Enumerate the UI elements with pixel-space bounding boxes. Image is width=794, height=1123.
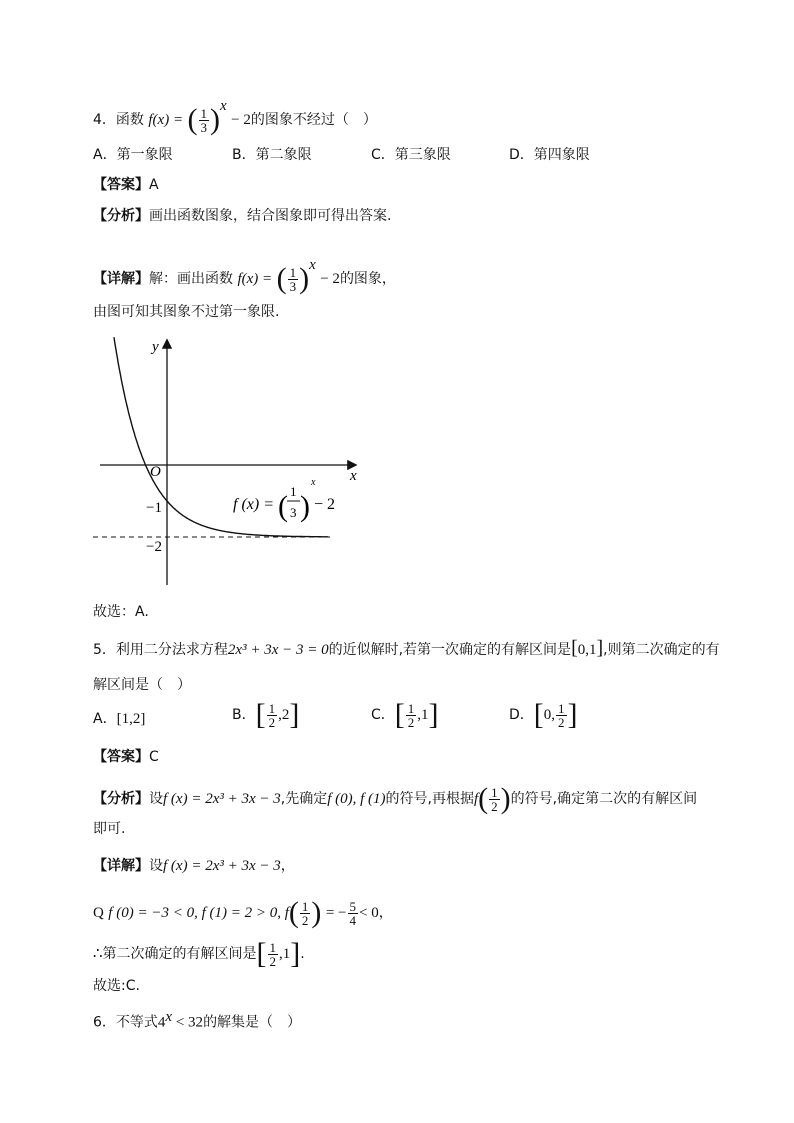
analysis-text: 画出函数图象，结合图象即可得出答案. — [149, 208, 392, 224]
q5-option-c — [371, 700, 439, 730]
opt-label: B． — [232, 707, 256, 723]
detail-post: 的图象， — [339, 271, 396, 287]
curve-label-exp: x — [311, 477, 316, 488]
curve-label-tail: − 2 — [314, 496, 336, 513]
calc-end: < 0 — [359, 905, 379, 921]
detail-pre: 设 — [149, 858, 163, 874]
half-frac — [489, 786, 500, 813]
q4-option-b: B．第二象限 — [232, 147, 312, 163]
paren-close: ) — [311, 896, 322, 929]
detail-tag: 【详解】 — [93, 858, 149, 874]
q5-option-b — [232, 700, 299, 730]
analysis-pre: 设 — [149, 791, 163, 807]
q5-choose: 故选:C. — [93, 978, 140, 994]
q4-stem — [93, 96, 377, 135]
frac-num: 1 — [289, 264, 297, 280]
frac-num: 1 — [558, 700, 565, 716]
bracket-open: [ — [394, 698, 405, 731]
origin-label: O — [150, 464, 161, 480]
frac-num: 1 — [407, 700, 415, 716]
paren-close: ) — [299, 262, 310, 295]
q5-option-d — [509, 700, 578, 730]
paren-close: ) — [500, 782, 511, 815]
answer-tag: 【答案】 — [93, 749, 149, 765]
detail-fraction — [288, 266, 299, 293]
detail-post: ， — [280, 858, 295, 874]
q4-tail: − 2 — [231, 112, 251, 128]
half-frac — [267, 702, 278, 729]
opt-label: A． — [93, 711, 117, 727]
q6-tail: < 32 — [172, 1014, 204, 1031]
q4-detail — [93, 255, 396, 294]
q6-pre: 6．不等式 — [93, 1014, 158, 1031]
q4-exp: x — [220, 98, 227, 114]
frac-den: 2 — [558, 714, 565, 730]
q4-option-a: A．第一象限 — [93, 147, 173, 163]
frac-num: 1 — [200, 105, 208, 121]
q5-interval1: 0,1 — [577, 642, 597, 658]
q5-detail — [93, 856, 295, 876]
frac-num: 1 — [491, 784, 498, 800]
q5-mid: 的近似解时,若第一次确定的有解区间是 — [328, 642, 572, 658]
tick-minus-2: −2 — [146, 539, 162, 555]
frac-den: 2 — [269, 953, 277, 969]
bracket-open: [ — [571, 637, 578, 659]
half-frac — [268, 941, 279, 968]
half-frac — [556, 702, 567, 729]
frac-den: 3 — [289, 278, 297, 294]
frac-den: 2 — [491, 798, 498, 814]
q6-base: 4 — [157, 1014, 166, 1031]
analysis-mid1: ,先确定 — [280, 791, 328, 807]
q6-post: 的解集是（ ） — [203, 1014, 302, 1031]
detail-func: f (x) = 2x³ + 3x − 3 — [163, 858, 281, 874]
opt-label: C． — [371, 707, 395, 723]
answer-tag: 【答案】 — [93, 177, 149, 193]
detail-tail: − 2 — [320, 271, 340, 287]
detail-tag: 【详解】 — [93, 271, 149, 287]
opt-a-value: [1,2] — [116, 711, 146, 727]
q5-answer — [93, 747, 159, 767]
analysis-func: f (x) = 2x³ + 3x − 3 — [163, 791, 281, 807]
q4-number: 4．函数 — [93, 112, 144, 128]
bracket-open: [ — [255, 698, 266, 731]
q4-option-d: D．第四象限 — [509, 147, 590, 163]
function-graph — [90, 333, 370, 593]
curve-label-paren-l: ( — [278, 490, 288, 523]
q4-func: f(x) = — [148, 112, 184, 128]
q5-analysis-line1 — [93, 784, 697, 814]
frac-num: 1 — [301, 898, 309, 914]
curve-label-paren-r: ) — [300, 490, 310, 523]
frac-den: 3 — [200, 119, 208, 135]
half-frac — [300, 900, 311, 927]
q4-analysis — [93, 206, 391, 226]
q5-post: ,则第二次确定的有 — [603, 642, 720, 658]
curve-label-den: 3 — [290, 505, 297, 520]
frac-num: 1 — [268, 700, 276, 716]
analysis-tag: 【分析】 — [93, 208, 149, 224]
frac-den: 2 — [268, 714, 276, 730]
detail-pre: 解：画出函数 — [149, 271, 233, 287]
curve-label-func: f (x) = — [233, 496, 274, 513]
paren-open: ( — [288, 896, 299, 929]
q6-exp: x — [165, 1009, 173, 1025]
result-post: . — [300, 946, 305, 962]
calc-comma: ， — [378, 905, 393, 921]
detail-exp: x — [309, 257, 316, 273]
calc-frac — [348, 900, 359, 927]
opt-c-end: ,1 — [417, 707, 429, 723]
bracket-close: ] — [596, 637, 604, 659]
opt-b-end: ,2 — [278, 707, 290, 723]
because-symbol: Q — [93, 905, 104, 921]
frac-den: 2 — [301, 912, 309, 928]
q5-analysis-line2: 即可. — [93, 821, 126, 837]
opt-d-start: 0, — [543, 707, 556, 723]
answer-value: C — [149, 749, 159, 765]
q5-equation: 2x³ + 3x − 3 = 0 — [227, 642, 329, 658]
result-end: ,1 — [279, 946, 291, 962]
frac-num: 5 — [349, 898, 357, 914]
q5-pre: 5．利用二分法求方程 — [93, 642, 228, 658]
q4-conclusion: 由图可知其图象不过第一象限. — [93, 304, 280, 320]
curve-label-num: 1 — [290, 484, 297, 499]
calc-main: f (0) = −3 < 0, f (1) = 2 > 0, f — [108, 905, 289, 921]
q5-result — [93, 939, 305, 969]
frac-den: 4 — [349, 912, 357, 928]
frac-num: 1 — [269, 939, 277, 955]
bracket-close: ] — [428, 698, 439, 731]
q5-calculation — [93, 898, 393, 928]
q4-fraction — [199, 107, 210, 134]
q4-option-c: C．第三象限 — [371, 147, 451, 163]
q5-stem-line1 — [93, 638, 720, 660]
bracket-open: [ — [533, 698, 544, 731]
tick-minus-1: −1 — [146, 500, 162, 516]
q6-stem — [93, 1007, 301, 1033]
paren-open: ( — [187, 103, 198, 136]
q4-choose: 故选：A. — [93, 604, 149, 620]
calc-eq: = − — [325, 905, 347, 921]
x-axis-label: x — [350, 468, 357, 484]
analysis-f12: f — [473, 791, 479, 807]
paren-open: ( — [478, 782, 489, 815]
analysis-mid2: 的符号,再根据 — [385, 791, 474, 807]
bracket-close: ] — [289, 698, 300, 731]
q5-option-a — [93, 709, 145, 729]
paren-open: ( — [276, 262, 287, 295]
analysis-f01: f (0), f (1) — [327, 791, 386, 807]
result-pre: 第二次确定的有解区间是 — [102, 946, 257, 962]
analysis-tag: 【分析】 — [93, 791, 149, 807]
bracket-close: ] — [290, 937, 301, 970]
bracket-open: [ — [256, 937, 267, 970]
answer-value: A — [149, 177, 159, 193]
q5-stem-line2: 解区间是（ ） — [93, 677, 191, 693]
opt-label: D． — [509, 707, 534, 723]
therefore-symbol: ∴ — [93, 946, 103, 962]
analysis-post: 的符号,确定第二次的有解区间 — [510, 791, 698, 807]
paren-close: ) — [210, 103, 221, 136]
q4-rest: 的图象不经过（ ） — [250, 112, 377, 128]
detail-func: f(x) = — [237, 271, 273, 287]
q4-answer — [93, 175, 159, 195]
y-axis-label: y — [152, 339, 159, 355]
bracket-close: ] — [567, 698, 578, 731]
half-frac — [406, 702, 417, 729]
frac-den: 2 — [407, 714, 415, 730]
